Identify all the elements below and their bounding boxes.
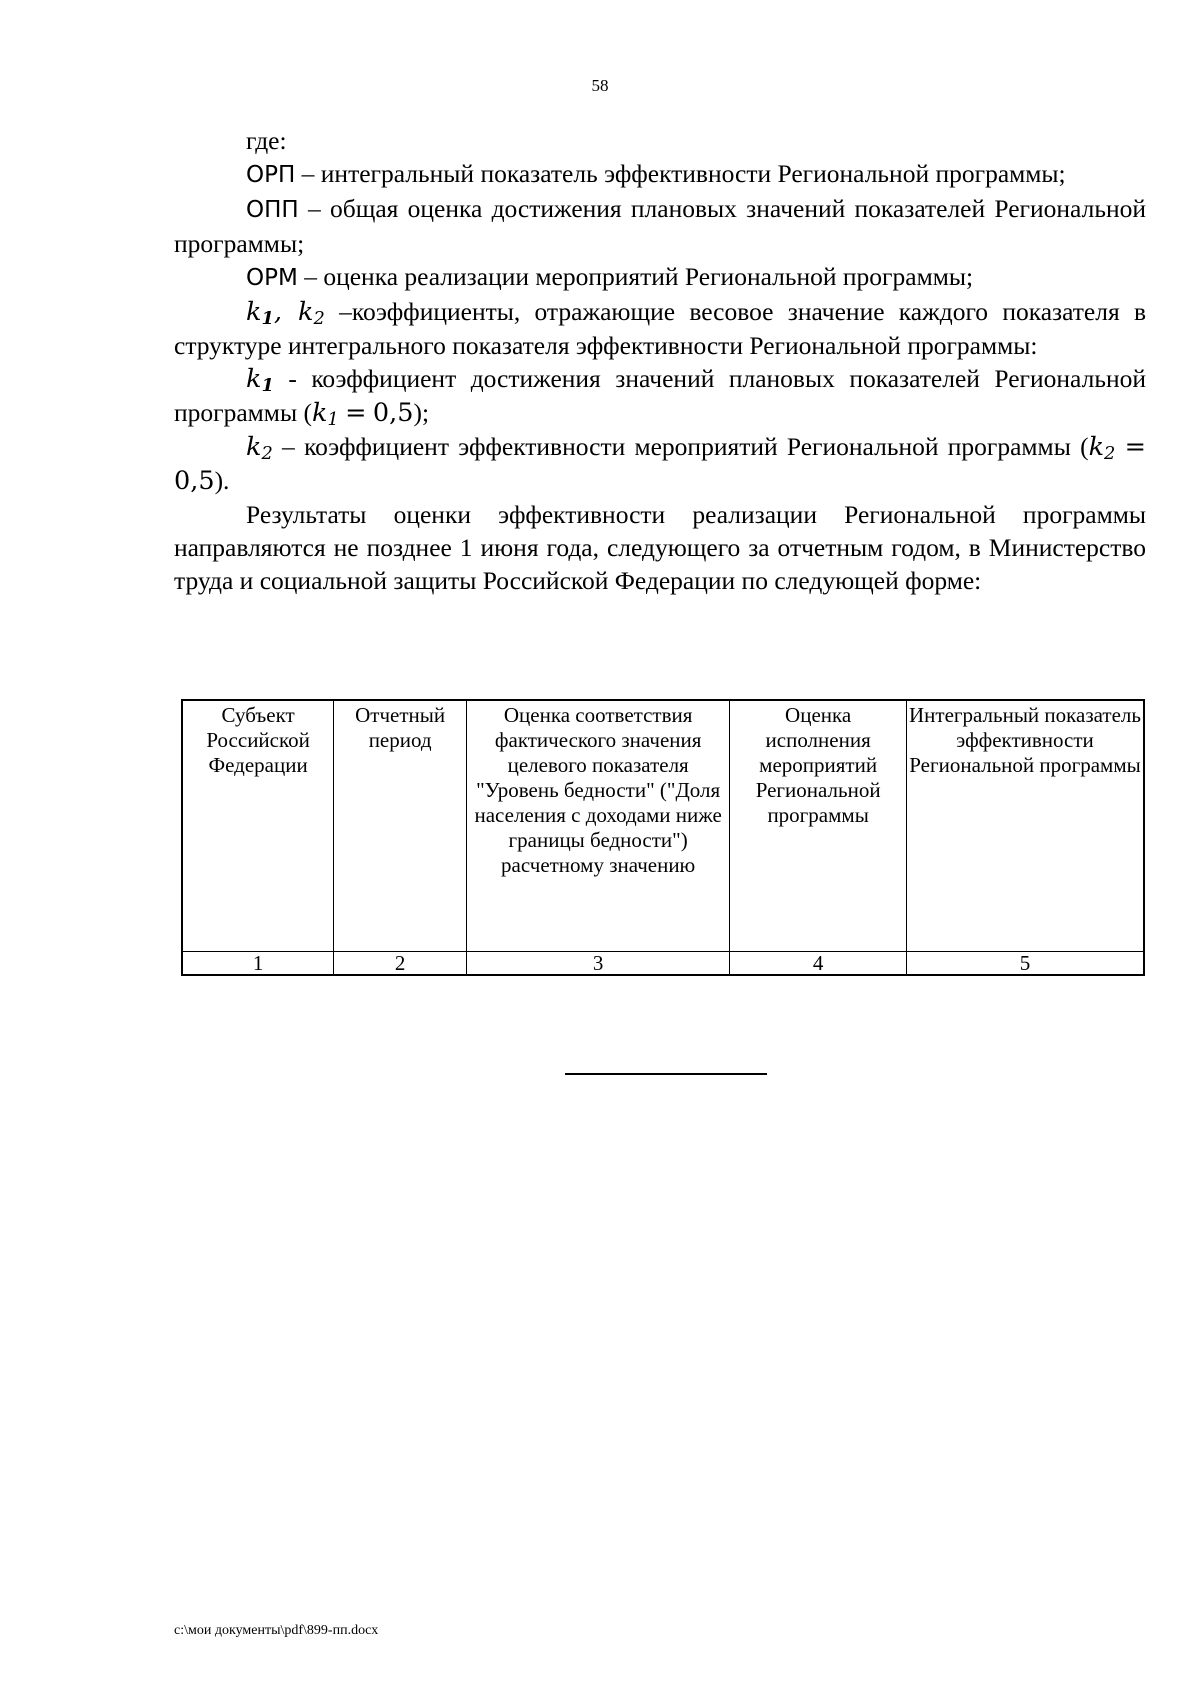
table-number-cell: 5 xyxy=(907,952,1145,976)
term-orp: ОРП xyxy=(246,162,296,188)
table-header-cell: Оценка исполнения мероприятий Региональной программы xyxy=(730,700,907,952)
definition-k1: $k_1$ - коэффициент достижения значений плановых показателей Региональной программы $(k_1 = 0,5)$; xyxy=(174,364,1146,430)
report-form-table xyxy=(181,699,1145,976)
k2-value: 0,5 xyxy=(174,466,215,496)
definition-orp-text: интегральный показатель эффективности Региональной программы; xyxy=(320,159,1066,188)
symbol-k1: $k_1$ xyxy=(246,364,274,396)
definition-k1-k2-text: коэффициенты, отражающие весовое значение каждого показателя в структуре интегрального показателя эффективности Региональной программы: xyxy=(174,297,1147,360)
document-body xyxy=(174,124,1146,597)
table-header-cell: Субъект Российской Федерации xyxy=(182,700,334,952)
table-number-cell: 3 xyxy=(467,952,730,976)
file-path-footer: c:\мои документы\pdf\899-пп.docx xyxy=(174,1623,379,1638)
symbol-k1-k2: $k_1$, $k_2$ xyxy=(246,297,325,329)
end-rule xyxy=(565,1073,767,1075)
table-header-cell: Интегральный показатель эффективности Региональной программы xyxy=(907,700,1145,952)
definition-k1-text: коэффициент достижения значений плановых показателей Региональной программы xyxy=(174,364,1146,427)
definition-orm-text: оценка реализации мероприятий Региональной программы; xyxy=(323,262,974,291)
table-number-cell: 1 xyxy=(182,952,334,976)
table-header-row xyxy=(182,700,1144,952)
definition-k2: $k_2$ – коэффициент эффективности мероприятий Региональной программы $(k_2 = 0,5)$. xyxy=(174,432,1147,496)
definition-k1-k2: $k_1$, $k_2$ –коэффициенты, отражающие весовое значение каждого показателя в структуре интегрального показателя эффективности Региональной программы: xyxy=(174,297,1147,360)
definition-opp: ОПП – общая оценка достижения плановых значений показателей Региональной программы; xyxy=(174,194,1146,258)
term-orm: ОРМ xyxy=(246,265,298,291)
page-number: 58 xyxy=(591,76,609,95)
table-number-cell: 2 xyxy=(334,952,467,976)
table-header-cell: Оценка соответствия фактического значения целевого показателя "Уровень бедности" ("Доля населения с доходами ниже границы бедности") расчетному значению xyxy=(467,700,730,952)
term-opp: ОПП xyxy=(246,197,299,223)
table-number-row xyxy=(182,952,1144,976)
k1-value: 0,5 xyxy=(372,398,414,428)
definition-orm: ОРМ – оценка реализации мероприятий Региональной программы; xyxy=(246,262,974,291)
definition-opp-text: общая оценка достижения плановых значений показателей Региональной программы; xyxy=(174,194,1146,258)
definition-k2-text: коэффициент эффективности мероприятий Региональной программы xyxy=(304,432,1071,461)
table-header-cell: Отчетный период xyxy=(334,700,467,952)
table-number-cell: 4 xyxy=(730,952,907,976)
definition-orp: ОРП – интегральный показатель эффективности Региональной программы; xyxy=(246,159,1066,188)
results-paragraph: Результаты оценки эффективности реализации Региональной программы направляются не позднее 1 июня года, следующего за отчетным годом, в Министерство труда и социальной защиты Российской Федерации по следующей форме: xyxy=(174,500,1146,595)
where-label: где: xyxy=(246,126,287,155)
symbol-k2: $k_2$ xyxy=(246,432,273,464)
